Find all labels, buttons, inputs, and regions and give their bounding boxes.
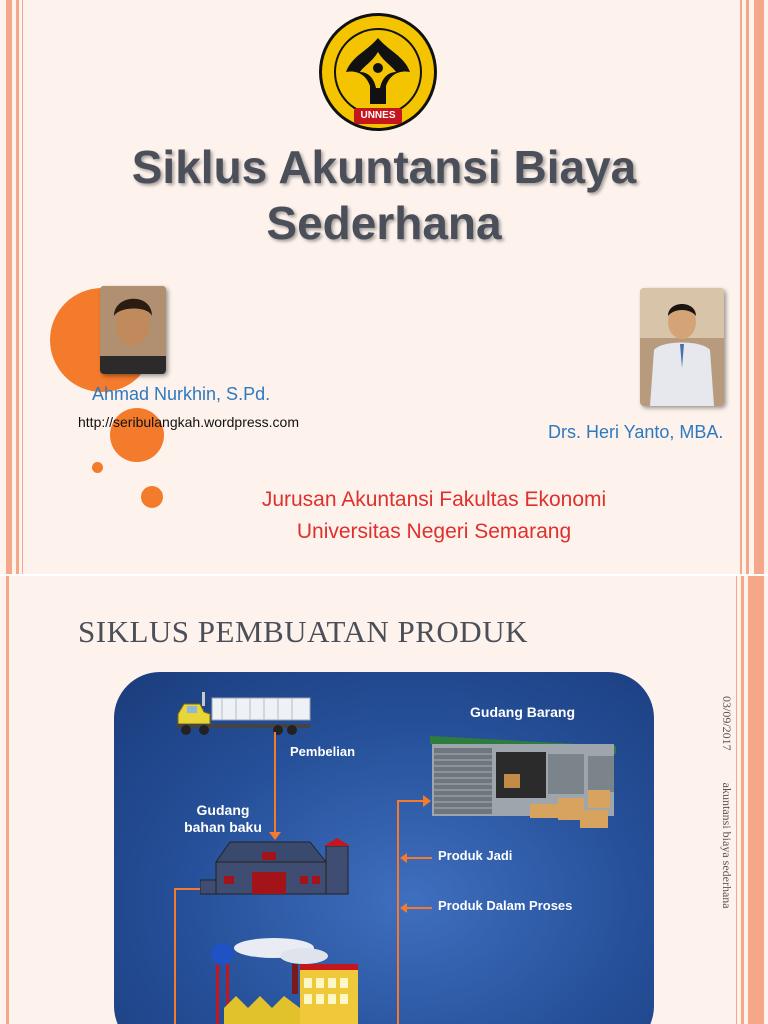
label-produk-jadi: Produk Jadi — [438, 848, 513, 863]
title-line-2: Sederhana — [266, 197, 502, 249]
label-gudang-barang: Gudang Barang — [470, 704, 576, 720]
flow-line — [406, 857, 432, 859]
label-pembelian: Pembelian — [290, 744, 356, 759]
slide-date: 03/09/2017 — [720, 696, 734, 751]
slide-footer: akuntansi biaya sederhana — [720, 782, 734, 909]
right-stripe-thin — [741, 576, 744, 1024]
institution-line-2: Universitas Negeri Semarang — [296, 520, 572, 543]
author1-photo — [100, 286, 166, 374]
right-stripe — [748, 576, 764, 1024]
slide-title: SIKLUS PEMBUATAN PRODUK — [78, 614, 528, 649]
author1-name: Ahmad Nurkhin, S.Pd. — [92, 384, 271, 404]
university-logo — [316, 12, 440, 134]
decorative-circle — [92, 462, 103, 473]
flow-line — [174, 888, 200, 890]
production-cycle-diagram — [114, 672, 654, 1024]
left-stripe — [6, 576, 9, 1024]
label-gudang-bahan-baku — [180, 802, 266, 836]
author2-photo — [640, 288, 724, 406]
institution-line-1: Jurusan Akuntansi Fakultas Ekonomi — [261, 488, 607, 511]
title-line-1: Siklus Akuntansi Biaya — [131, 141, 637, 193]
author2-name: Drs. Heri Yanto, MBA. — [548, 422, 724, 442]
label-gudang-line2: bahan baku — [184, 819, 262, 835]
author1-url[interactable]: http://seribulangkah.wordpress.com — [78, 414, 299, 430]
finished-goods-warehouse-icon — [430, 724, 624, 836]
slide-date-footer — [708, 696, 734, 909]
raw-material-warehouse-icon — [200, 836, 352, 896]
label-gudang-line1: Gudang — [196, 802, 250, 818]
right-stripe-thin — [736, 576, 737, 1024]
slide-product-cycle — [0, 576, 768, 1024]
flow-line — [397, 800, 425, 802]
logo-badge: UNNES — [360, 110, 396, 121]
flow-line — [274, 732, 276, 836]
factory-icon — [204, 928, 364, 1024]
truck-icon — [174, 692, 314, 736]
flow-line — [174, 888, 176, 1024]
flow-line — [406, 907, 432, 909]
label-produk-dalam-proses: Produk Dalam Proses — [438, 898, 573, 913]
flow-line — [397, 800, 399, 1024]
